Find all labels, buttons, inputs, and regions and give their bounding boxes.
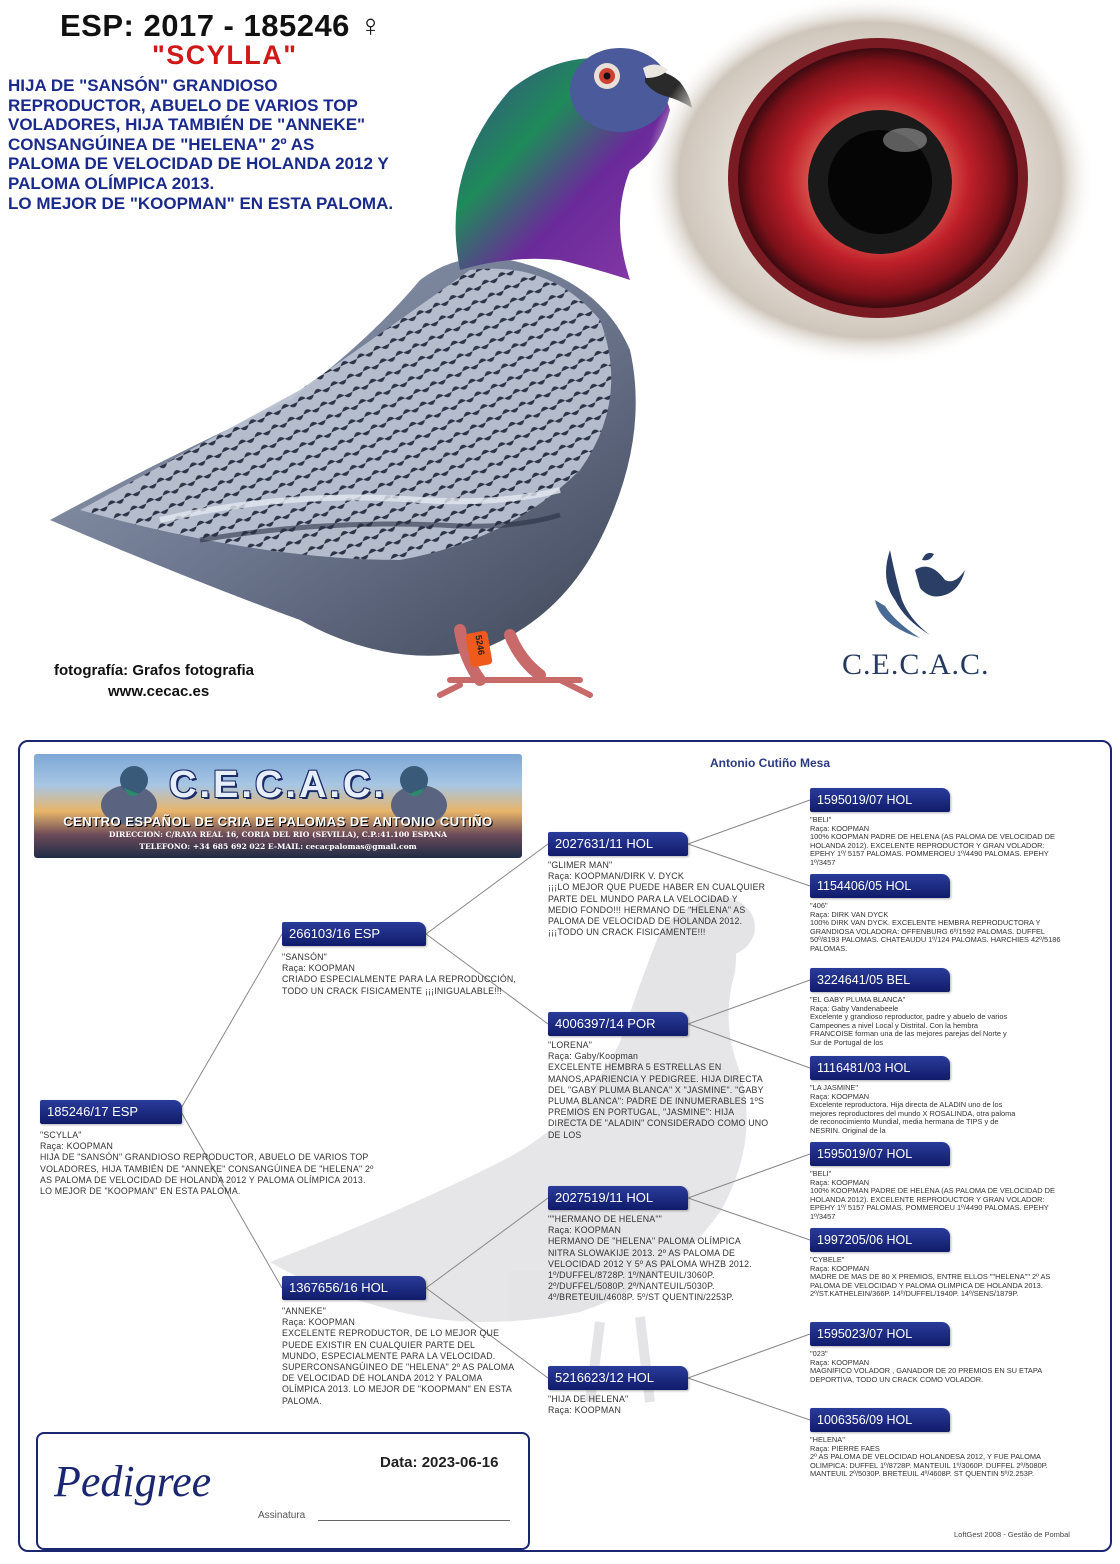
signature-line[interactable] bbox=[318, 1520, 510, 1521]
poster-bird-name: "SCYLLA" bbox=[152, 40, 298, 70]
bird-notes: Excelente y grandioso reproductor, padre y abuelo de varios Campeones a nivel Local y Distrital. Con la hembra FRANCOISE forman una de las mejores parejas del Norte y Sur de Portugal de los bbox=[810, 1012, 1008, 1047]
bird-info-dam-sire bbox=[548, 1214, 770, 1334]
bird-info-sire bbox=[282, 952, 522, 1032]
bird-notes: 100% KOOPMAN PADRE DE HELENA (AS PALOMA DE VELOCIDAD DE HOLANDA 2012). EXCELENTE REPRODUCTOR Y GRAN VOLADOR: EPEHY 1º/ 5157 PALOMAS. POMMEROEU 1º/4490 PALOMAS. EPEHY 1º/3457 bbox=[810, 1186, 1055, 1221]
banner-title: C.E.C.A.C. bbox=[169, 764, 387, 806]
software-credit: LoftGest 2008 - Gestão de Pombal bbox=[954, 1530, 1070, 1539]
ring-sss[interactable]: 1595019/07 HOL bbox=[810, 788, 950, 812]
bird-race: Raça: KOOPMAN bbox=[282, 963, 355, 974]
ring-dam-dam[interactable]: 5216623/12 HOL bbox=[548, 1366, 688, 1390]
date-field bbox=[380, 1454, 498, 1471]
poster-description-line: VOLADORES, HIJA TAMBIÉN DE "ANNEKE" bbox=[8, 115, 366, 135]
bird-info-sire-sire bbox=[548, 860, 770, 960]
bird-name: "SCYLLA" bbox=[40, 1130, 82, 1140]
banner-contact: TELEFONO: +34 685 692 022 E-MAIL: cecacpalomas@gmail.com bbox=[139, 842, 417, 851]
bird-notes: 2º AS PALOMA DE VELOCIDAD HOLANDESA 2012, Y FUE PALOMA OLIMPICA: DUFFEL 1º/8728P. MANTEUIL 1º/3060P. DUFFEL 2º/5080P. MANTEUIL 2º/5030P. BRETEUIL 4º/4608P. ST QUENTIN 5º/2.253P. bbox=[810, 1452, 1048, 1479]
bird-race: Raça: KOOPMAN bbox=[40, 1141, 113, 1152]
poster-title: ESP: 2017 - 185246 ♀ bbox=[60, 8, 383, 43]
bird-notes: Excelente reproductora. Hija directa de ALADIN uno de los mejores reproductores del mundo X ROSALINDA, otra paloma de reconocimiento Mundial, media hermana de TIPS y de NESRIN. Original de la bbox=[810, 1100, 1016, 1135]
bird-race: Raça: KOOPMAN bbox=[282, 1317, 355, 1328]
banner-address: DIRECCION: C/RAYA REAL 16, CORIA DEL RIO (SEVILLA), C.P.:41.100 ESPANA bbox=[108, 830, 448, 839]
ring-ssd[interactable]: 1154406/05 HOL bbox=[810, 874, 950, 898]
bird-race: Raça: Gaby/Koopman bbox=[548, 1051, 639, 1062]
owner-name: Antonio Cutiño Mesa bbox=[710, 756, 830, 770]
bird-info-ssd bbox=[810, 902, 1066, 958]
ring-sds[interactable]: 3224641/05 BEL bbox=[810, 968, 950, 992]
pedigree-sheet bbox=[18, 740, 1112, 1552]
ring-band-label: 5246 bbox=[473, 634, 487, 656]
bird-notes: 100% KOOPMAN PADRE DE HELENA (AS PALOMA DE VELOCIDAD DE HOLANDA 2012). EXCELENTE REPRODUCTOR Y GRAN VOLADOR: EPEHY 1º/ 5157 PALOMAS. POMMEROEU 1º/4490 PALOMAS. EPEHY 1º/3457 bbox=[810, 832, 1055, 867]
poster-description-line: PALOMA OLÍMPICA 2013. bbox=[8, 173, 215, 193]
bird-info-sire-dam bbox=[548, 1040, 770, 1160]
ring-dam-sire[interactable]: 2027519/11 HOL bbox=[548, 1186, 688, 1210]
bird-info-sss bbox=[810, 816, 1066, 868]
bird-name: "BELI" bbox=[810, 1170, 832, 1178]
bird-race: Raça: KOOPMAN bbox=[810, 823, 870, 833]
bird-info-sds bbox=[810, 996, 1018, 1052]
bird-name: "HELENA" bbox=[810, 1436, 845, 1444]
cecac-banner bbox=[34, 754, 522, 858]
bird-info-dsd bbox=[810, 1256, 1066, 1322]
bird-race: Raça: KOOPMAN bbox=[810, 1357, 870, 1367]
bird-info-subject bbox=[40, 1130, 376, 1240]
bird-race: Raça: KOOPMAN/DIRK V. DYCK bbox=[548, 871, 684, 882]
bird-info-dam-dam bbox=[548, 1394, 770, 1424]
bird-info-sdd bbox=[810, 1084, 1018, 1140]
bird-name: ""HERMANO DE HELENA"" bbox=[548, 1214, 662, 1224]
ring-dds[interactable]: 1595023/07 HOL bbox=[810, 1322, 950, 1346]
ring-sire-sire[interactable]: 2027631/11 HOL bbox=[548, 832, 688, 856]
bird-notes: EXCELENTE HEMBRA 5 ESTRELLAS EN MANOS,APARIENCIA Y PEDIGREE. HIJA DIRECTA DEL "GABY PLUMA BLANCA" X "JASMINE". "GABY PLUMA BLANCA": PADRE DE INNUMERABLES 1ºS PREMIOS EN PORTUGAL, "JASMINE": HIJA DIRECTA DE "ALADIN" CONSIDERADO COMO UNO DE LOS bbox=[548, 1062, 769, 1140]
bird-race: Raça: KOOPMAN bbox=[548, 1405, 621, 1416]
bird-notes: MAGNIFICO VOLADOR , GANADOR DE 20 PREMIOS EN SU ETAPA DEPORTIVA, TODO UN CRACK COMO VOLADOR. bbox=[810, 1366, 1042, 1384]
bird-notes: MADRE DE MAS DE 80 X PREMIOS, ENTRE ELLOS ""HELENA"" 2º AS PALOMA DE VELOCIDAD Y PALOMA OLIMPICA DE HOLANDA 2013. 2º/ST.KATHELEIN/366P. 14º/DUFFEL/1940P. 14º/SENS/1879P. bbox=[810, 1272, 1051, 1299]
bird-info-dss bbox=[810, 1170, 1066, 1222]
bird-notes: 100% DIRK VAN DYCK. EXCELENTE HEMBRA REPRODUCTORA Y GRANDIOSA VOLADORA: OFFENBURG 6º/1592 PALOMAS. DUFFEL 50º/8193 PALOMAS. CHATEAUDU 1º/124 PALOMAS. HARCHIES 42º/5186 PALOMAS. bbox=[810, 918, 1061, 953]
bird-race: Raça: PIERRE FAES bbox=[810, 1443, 880, 1453]
bird-name: "406" bbox=[810, 902, 828, 910]
bird-info-dds bbox=[810, 1350, 1066, 1394]
bird-notes: ¡¡¡LO MEJOR QUE PUEDE HABER EN CUALQUIER PARTE DEL MUNDO PARA LA VELOCIDAD Y MEDIO FONDO!!! HERMANO DE "HELENA" AS PALOMA DE VELOCIDAD DE HOLANDA 2012. ¡¡¡TODO UN CRACK FISICAMENTE!!! bbox=[548, 882, 766, 938]
poster-description-line: CONSANGÚINEA DE "HELENA" 2º AS bbox=[8, 134, 315, 154]
eye-image bbox=[640, 0, 1100, 380]
poster-description-line: REPRODUCTOR, ABUELO DE VARIOS TOP bbox=[8, 95, 358, 115]
bird-name: "SANSÓN" bbox=[282, 952, 327, 962]
bird-race: Raça: KOOPMAN bbox=[810, 1177, 870, 1187]
ring-sire[interactable]: 266103/16 ESP bbox=[282, 922, 426, 946]
bird-name: "023" bbox=[810, 1350, 828, 1358]
signature-label: Assinatura bbox=[258, 1510, 306, 1521]
pedigree-footer bbox=[36, 1432, 530, 1550]
bird-name: "HIJA DE HELENA" bbox=[548, 1394, 629, 1404]
ring-dss[interactable]: 1595019/07 HOL bbox=[810, 1142, 950, 1166]
bird-info-dam bbox=[282, 1306, 514, 1426]
ring-ddd[interactable]: 1006356/09 HOL bbox=[810, 1408, 950, 1432]
ring-dam[interactable]: 1367656/16 HOL bbox=[282, 1276, 426, 1300]
date-label: Data: bbox=[380, 1454, 418, 1471]
poster-description-line: PALOMA DE VELOCIDAD DE HOLANDA 2012 Y bbox=[8, 154, 389, 174]
bird-info-ddd bbox=[810, 1436, 1066, 1506]
bird-notes: HERMANO DE "HELENA" PALOMA OLÍMPICA NITRA SLOWAKIJE 2013. 2º AS PALOMA DE VELOCIDAD 2012 Y 5º AS PALOMA WHZB 2012. 1º/DUFFEL/8728P. 1º/NANTEUIL/3060P. 2º/DUFFEL/5080P. 2º/NANTEUIL/5030P. 4º/BRETEUIL/4608P. 5º/ST QUENTIN/2253P. bbox=[548, 1236, 752, 1303]
poster-description bbox=[8, 76, 488, 213]
photo-credit: fotografía: Grafos fotografia bbox=[54, 662, 255, 679]
brand-name: C.E.C.A.C. bbox=[842, 648, 990, 681]
ring-dsd[interactable]: 1997205/06 HOL bbox=[810, 1228, 950, 1252]
date-value: 2023-06-16 bbox=[421, 1454, 499, 1471]
bird-notes: EXCELENTE REPRODUCTOR, DE LO MEJOR QUE PUEDE EXISTIR EN CUALQUIER PARTE DEL MUNDO, ESPECIALMENTE PARA LA VELOCIDAD. SUPERCONSANGÚINEO DE "HELENA" 2º AS PALOMA DE VELOCIDAD DE HOLANDA 2012 Y PALOMA OLÍMPICA 2013. LO MEJOR DE "KOOPMAN" EN ESTA PALOMA. bbox=[282, 1328, 514, 1406]
website-link[interactable]: www.cecac.es bbox=[108, 683, 210, 700]
ring-subject[interactable]: 185246/17 ESP bbox=[40, 1100, 182, 1124]
poster bbox=[0, 0, 1120, 720]
bird-name: "LORENA" bbox=[548, 1040, 593, 1050]
bird-race: Raça: KOOPMAN bbox=[548, 1225, 621, 1236]
bird-name: "EL GABY PLUMA BLANCA" bbox=[810, 996, 906, 1004]
poster-description-line: LO MEJOR DE "KOOPMAN" EN ESTA PALOMA. bbox=[8, 193, 394, 213]
pedigree-title: Pedigree bbox=[54, 1457, 212, 1506]
bird-name: "ANNEKE" bbox=[282, 1306, 327, 1316]
ring-sdd[interactable]: 1116481/03 HOL bbox=[810, 1056, 950, 1080]
ring-sire-dam[interactable]: 4006397/14 POR bbox=[548, 1012, 688, 1036]
bird-name: "BELI" bbox=[810, 816, 832, 824]
bird-notes: HIJA DE "SANSÓN" GRANDIOSO REPRODUCTOR, ABUELO DE VARIOS TOP VOLADORES, HIJA TAMBIÉN DE "ANNEKE" CONSANGÚINEA DE "HELENA" 2º AS PALOMA DE VELOCIDAD DE HOLANDA 2012 Y PALOMA OLÍMPICA 2013. LO MEJOR DE "KOOPMAN" EN ESTA PALOMA. bbox=[40, 1152, 374, 1197]
banner-subtitle: CENTRO ESPAÑOL DE CRIA DE PALOMAS DE ANTONIO CUTIÑO bbox=[63, 814, 493, 829]
bird-race: Raça: DIRK VAN DYCK bbox=[810, 909, 889, 919]
bird-name: "CYBELE" bbox=[810, 1256, 845, 1264]
poster-description-line: HIJA DE "SANSÓN" GRANDIOSO bbox=[8, 76, 278, 95]
bird-name: "GLIMER MAN" bbox=[548, 860, 613, 870]
bird-race: Raça: KOOPMAN bbox=[810, 1091, 870, 1101]
bird-race: Raça: Gaby Vandenabeele bbox=[810, 1003, 899, 1013]
cecac-logo-icon bbox=[860, 540, 970, 640]
bird-notes: CRIADO ESPECIALMENTE PARA LA REPRODUCCIÓN, TODO UN CRACK FISICAMENTE ¡¡¡INIGUALABLE!!! bbox=[282, 974, 517, 996]
bird-race: Raça: KOOPMAN bbox=[810, 1263, 870, 1273]
bird-name: "LA JASMINE" bbox=[810, 1084, 858, 1092]
